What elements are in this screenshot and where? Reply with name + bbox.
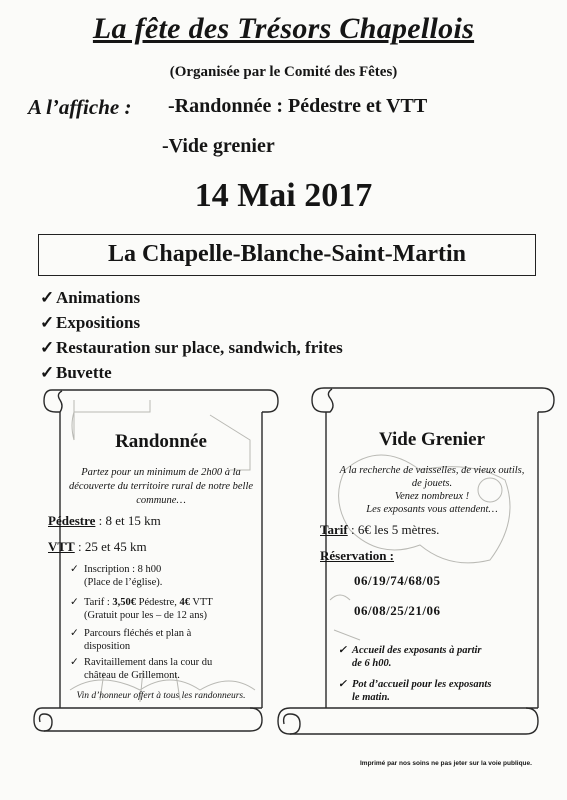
event-date: 14 Mai 2017 bbox=[194, 177, 373, 214]
bullet-text: Inscription : 8 h00 bbox=[84, 564, 162, 575]
pedestre-line bbox=[48, 513, 161, 529]
reservation-label: Réservation : bbox=[320, 548, 395, 563]
randonnee-bullet-inscription bbox=[70, 563, 260, 589]
check-icon: ✓ bbox=[338, 679, 347, 690]
pedestre-distances: : 8 et 15 km bbox=[98, 513, 161, 528]
phone-number: 06/19/74/68/05 bbox=[354, 573, 441, 588]
randonnee-closing: Vin d’honneur offert à tous les randonneurs. bbox=[76, 691, 246, 701]
vide-grenier-intro-line: Venez nombreux ! bbox=[394, 491, 470, 502]
vtt-distances: : 25 et 45 km bbox=[77, 539, 147, 554]
price-pedestre: 3,50€ bbox=[112, 597, 137, 608]
vide-grenier-intro-line: A la recherche de vaisselles, de vieux outils, bbox=[339, 465, 525, 476]
check-icon: ✓ bbox=[70, 657, 79, 668]
feature-label: Expositions bbox=[56, 313, 141, 332]
check-icon: ✓ bbox=[40, 313, 55, 332]
bullet-subtext: disposition bbox=[84, 641, 131, 652]
randonnee-intro bbox=[60, 466, 262, 508]
vtt-label: VTT bbox=[48, 539, 75, 554]
phone-number: 06/08/25/21/06 bbox=[354, 603, 441, 618]
location-name: La Chapelle-Blanche-Saint-Martin bbox=[108, 241, 466, 267]
randonnee-title: Randonnée bbox=[115, 431, 207, 452]
randonnee-intro-line: découverte du territoire rural de notre belle bbox=[68, 481, 254, 492]
vide-grenier-bullet-accueil: ✓ Accueil des exposants à partir de 6 h00. bbox=[338, 645, 482, 669]
print-note: Imprimé par nos soins ne pas jeter sur la voie publique. bbox=[360, 760, 532, 767]
check-icon: ✓ bbox=[40, 288, 55, 307]
affiche-label: A l’affiche : bbox=[28, 95, 132, 119]
event-title: La fête des Trésors Chapellois bbox=[92, 12, 475, 45]
pedestre-label: Pédestre bbox=[48, 513, 96, 528]
affiche-item-randonnee: -Randonnée : Pédestre et VTT bbox=[168, 95, 428, 117]
feature-label: Restauration sur place, sandwich, frites bbox=[56, 338, 343, 357]
randonnee-bullet-ravitaillement bbox=[70, 656, 260, 682]
bullet-subtext: (Gratuit pour les – de 12 ans) bbox=[84, 610, 208, 621]
randonnee-bullet-tarif: ✓ Tarif : 3,50€ Pédestre, 4€ VTT (Gratuit pour les – de 12 ans) bbox=[70, 596, 265, 622]
feature-label: Animations bbox=[56, 288, 141, 307]
tarif-label: Tarif bbox=[320, 522, 348, 537]
randonnee-intro-line: commune… bbox=[136, 495, 186, 506]
check-icon: ✓ bbox=[40, 338, 55, 357]
organizer-note: (Organisée par le Comité des Fêtes) bbox=[169, 64, 398, 80]
vide-grenier-intro-line: de jouets. bbox=[411, 478, 453, 489]
affiche-item-vide-grenier: -Vide grenier bbox=[162, 135, 275, 157]
randonnee-intro-line: Partez pour un minimum de 2h00 à la bbox=[81, 467, 241, 478]
bullet-subtext: château de Grillemont. bbox=[84, 670, 180, 681]
check-icon: ✓ bbox=[70, 597, 79, 608]
check-icon: ✓ bbox=[338, 645, 347, 656]
bullet-subtext: (Place de l’église). bbox=[84, 577, 163, 588]
check-icon: ✓ bbox=[70, 628, 79, 639]
feature-label: Buvette bbox=[56, 363, 112, 382]
bullet-text: Parcours fléchés et plan à bbox=[84, 628, 192, 639]
price-vtt: 4€ bbox=[179, 597, 190, 608]
vtt-line bbox=[48, 539, 147, 555]
vide-grenier-intro bbox=[318, 464, 546, 516]
vide-grenier-bullet-pot: ✓ Pot d’accueil pour les exposants le matin. bbox=[338, 679, 492, 703]
vide-grenier-title: Vide Grenier bbox=[378, 429, 486, 450]
randonnee-bullet-parcours bbox=[70, 627, 260, 653]
check-icon: ✓ bbox=[40, 363, 55, 382]
bullet-text: Ravitaillement dans la cour du bbox=[84, 657, 213, 668]
vide-grenier-intro-line: Les exposants vous attendent… bbox=[366, 504, 498, 515]
check-icon: ✓ bbox=[70, 564, 79, 575]
tarif-line bbox=[320, 522, 439, 538]
tarif-value: : 6€ les 5 mètres. bbox=[350, 522, 440, 537]
